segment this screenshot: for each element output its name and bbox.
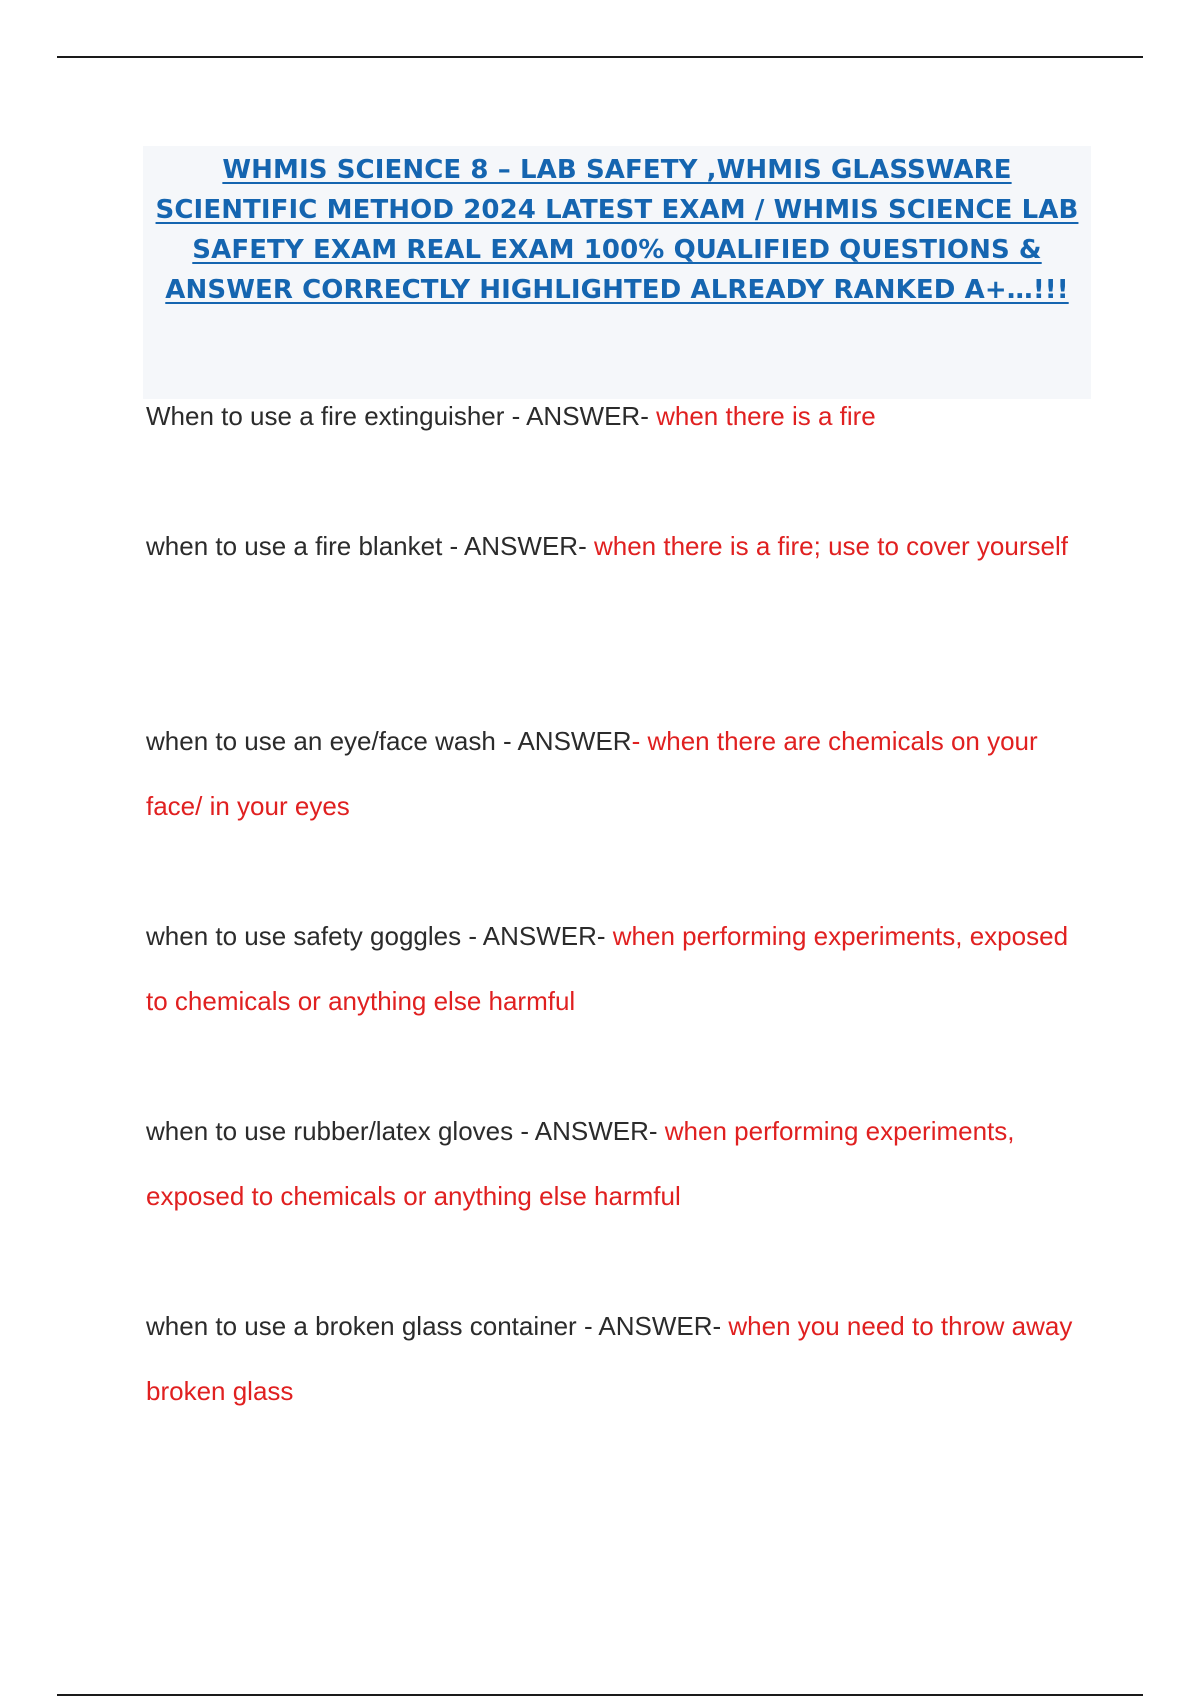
qa-item-rubber-latex-gloves <box>146 1099 1096 1229</box>
qa-item-safety-goggles <box>146 904 1096 1034</box>
question-text: when to use a fire blanket - ANSWER- <box>146 531 594 561</box>
question-text: when to use safety goggles - ANSWER- <box>146 921 613 951</box>
qa-item-fire-blanket <box>146 514 1096 579</box>
qa-item-broken-glass-container <box>146 1294 1096 1424</box>
qa-item-fire-extinguisher <box>146 384 1096 449</box>
question-text: When to use a fire extinguisher - ANSWER- <box>146 401 657 431</box>
answer-text: when performing experiments, exposed to chemicals or anything else harmful <box>146 921 1069 1016</box>
question-text: when to use an eye/face wash - ANSWER <box>146 726 632 756</box>
answer-text: - when there are chemicals on your face/ in your eyes <box>146 726 1038 821</box>
answer-text: when performing experiments, exposed to chemicals or anything else harmful <box>146 1116 1015 1211</box>
answer-text: when there is a fire; use to cover yourself <box>593 531 1068 561</box>
footer-rule <box>57 1694 1143 1696</box>
question-text: when to use a broken glass container - ANSWER- <box>146 1311 729 1341</box>
header-rule <box>57 56 1143 58</box>
title-banner <box>143 146 1091 399</box>
answer-text: when there is a fire <box>656 401 876 431</box>
document-title: WHMIS SCIENCE 8 – LAB SAFETY ,WHMIS GLASSWARE SCIENTIFIC METHOD 2024 LATEST EXAM / WHMIS SCIENCE LAB SAFETY EXAM REAL EXAM 100% QUALIFIED QUESTIONS & ANSWER CORRECTLY HIGHLIGHTED ALREADY RANKED A+…!!! <box>155 155 1079 305</box>
question-text: when to use rubber/latex gloves - ANSWER- <box>146 1116 665 1146</box>
qa-item-eye-face-wash <box>146 709 1096 839</box>
answer-text: when you need to throw away broken glass <box>146 1311 1073 1406</box>
